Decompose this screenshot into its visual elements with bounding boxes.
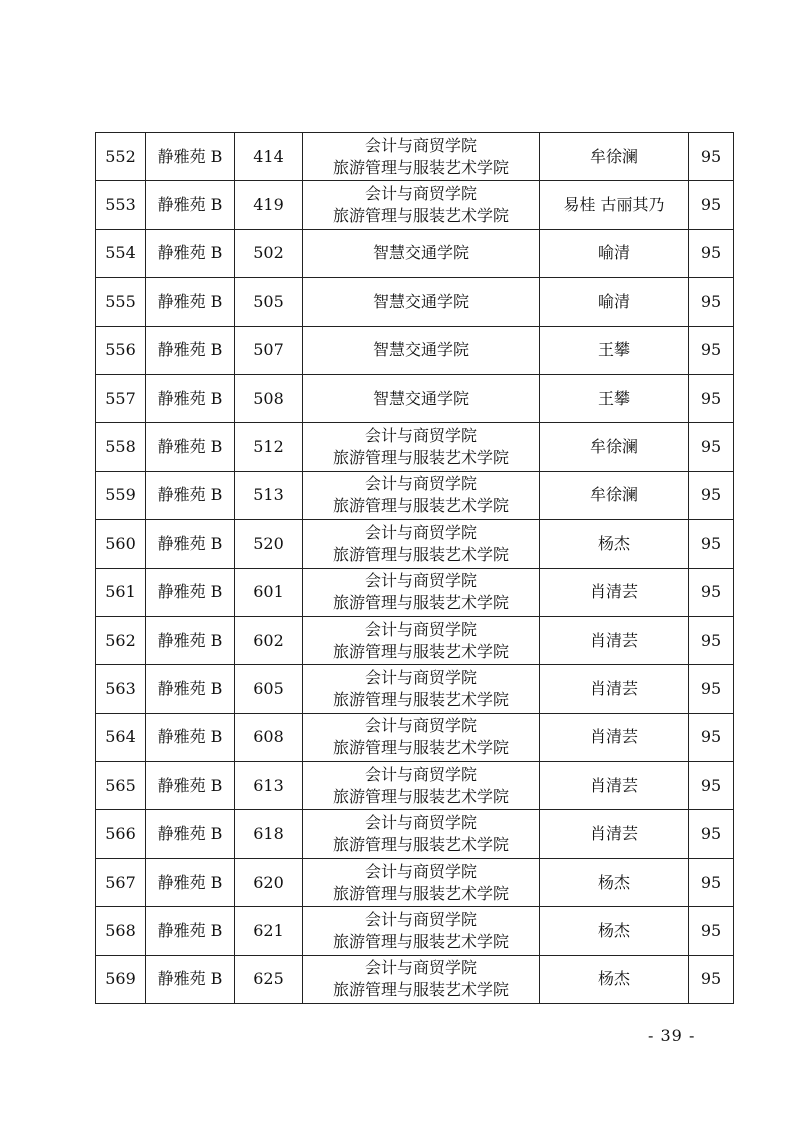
table-row — [96, 665, 734, 713]
score-cell: 95 — [689, 278, 734, 326]
college-cell — [303, 858, 540, 906]
inspector-name-cell: 肖清芸 — [540, 616, 689, 664]
building-cell: 静雅苑 B — [146, 762, 235, 810]
college-cell — [303, 907, 540, 955]
score-cell: 95 — [689, 374, 734, 422]
college-line: 智慧交通学院 — [372, 243, 469, 263]
college-cell — [303, 471, 540, 519]
table-row — [96, 278, 734, 326]
college-line: 会计与商贸学院 — [364, 619, 477, 639]
inspector-name-cell: 牟徐澜 — [540, 133, 689, 181]
building-cell: 静雅苑 B — [146, 568, 235, 616]
college-line: 旅游管理与服装艺术学院 — [332, 883, 509, 903]
row-number-cell: 556 — [96, 326, 146, 374]
table-row — [96, 133, 734, 181]
college-line: 会计与商贸学院 — [364, 426, 477, 446]
room-cell: 625 — [235, 955, 303, 1003]
inspector-name-cell: 肖清芸 — [540, 762, 689, 810]
room-cell: 601 — [235, 568, 303, 616]
row-number-cell: 564 — [96, 713, 146, 761]
building-cell: 静雅苑 B — [146, 278, 235, 326]
row-number-cell: 552 — [96, 133, 146, 181]
college-line: 会计与商贸学院 — [364, 813, 477, 833]
room-cell: 602 — [235, 616, 303, 664]
page-number: - 39 - — [648, 1026, 696, 1045]
table-row — [96, 568, 734, 616]
score-cell: 95 — [689, 810, 734, 858]
college-cell — [303, 423, 540, 471]
row-number-cell: 559 — [96, 471, 146, 519]
inspector-name-cell: 杨杰 — [540, 955, 689, 1003]
score-cell: 95 — [689, 133, 734, 181]
college-cell — [303, 810, 540, 858]
table-row — [96, 326, 734, 374]
room-cell: 613 — [235, 762, 303, 810]
table-row — [96, 181, 734, 229]
college-cell — [303, 713, 540, 761]
college-line: 会计与商贸学院 — [364, 861, 477, 881]
college-line: 智慧交通学院 — [372, 340, 469, 360]
building-cell: 静雅苑 B — [146, 955, 235, 1003]
table-row — [96, 520, 734, 568]
inspector-name-cell: 喻清 — [540, 229, 689, 277]
college-cell — [303, 520, 540, 568]
row-number-cell: 558 — [96, 423, 146, 471]
building-cell: 静雅苑 B — [146, 326, 235, 374]
college-line: 旅游管理与服装艺术学院 — [332, 544, 509, 564]
row-number-cell: 563 — [96, 665, 146, 713]
row-number-cell: 555 — [96, 278, 146, 326]
building-cell: 静雅苑 B — [146, 471, 235, 519]
college-line: 会计与商贸学院 — [364, 135, 477, 155]
college-line: 会计与商贸学院 — [364, 474, 477, 494]
room-cell: 507 — [235, 326, 303, 374]
room-cell: 419 — [235, 181, 303, 229]
table-row — [96, 423, 734, 471]
score-cell: 95 — [689, 568, 734, 616]
building-cell: 静雅苑 B — [146, 423, 235, 471]
score-cell: 95 — [689, 665, 734, 713]
college-cell — [303, 133, 540, 181]
college-line: 会计与商贸学院 — [364, 909, 477, 929]
row-number-cell: 560 — [96, 520, 146, 568]
table-row — [96, 713, 734, 761]
row-number-cell: 561 — [96, 568, 146, 616]
score-cell: 95 — [689, 907, 734, 955]
table-row — [96, 955, 734, 1003]
row-number-cell: 569 — [96, 955, 146, 1003]
inspector-name-cell: 杨杰 — [540, 858, 689, 906]
building-cell: 静雅苑 B — [146, 713, 235, 761]
college-line: 旅游管理与服装艺术学院 — [332, 593, 509, 613]
inspector-name-cell: 易桂 古丽其乃 — [540, 181, 689, 229]
college-cell — [303, 568, 540, 616]
score-cell: 95 — [689, 423, 734, 471]
building-cell: 静雅苑 B — [146, 374, 235, 422]
room-cell: 620 — [235, 858, 303, 906]
college-line: 会计与商贸学院 — [364, 667, 477, 687]
college-cell — [303, 278, 540, 326]
score-cell: 95 — [689, 520, 734, 568]
table-row — [96, 616, 734, 664]
table-row — [96, 374, 734, 422]
table-row — [96, 229, 734, 277]
college-line: 会计与商贸学院 — [364, 571, 477, 591]
college-cell — [303, 762, 540, 810]
building-cell: 静雅苑 B — [146, 616, 235, 664]
inspector-name-cell: 肖清芸 — [540, 665, 689, 713]
row-number-cell: 562 — [96, 616, 146, 664]
room-cell: 512 — [235, 423, 303, 471]
score-cell: 95 — [689, 955, 734, 1003]
college-line: 会计与商贸学院 — [364, 522, 477, 542]
college-line: 会计与商贸学院 — [364, 764, 477, 784]
college-line: 智慧交通学院 — [372, 388, 469, 408]
building-cell: 静雅苑 B — [146, 520, 235, 568]
college-line: 会计与商贸学院 — [364, 716, 477, 736]
college-line: 智慧交通学院 — [372, 291, 469, 311]
room-cell: 618 — [235, 810, 303, 858]
row-number-cell: 557 — [96, 374, 146, 422]
inspector-name-cell: 杨杰 — [540, 520, 689, 568]
inspector-name-cell: 牟徐澜 — [540, 423, 689, 471]
inspector-name-cell: 肖清芸 — [540, 568, 689, 616]
room-cell: 621 — [235, 907, 303, 955]
college-line: 旅游管理与服装艺术学院 — [332, 496, 509, 516]
inspector-name-cell: 王攀 — [540, 326, 689, 374]
row-number-cell: 565 — [96, 762, 146, 810]
room-cell: 508 — [235, 374, 303, 422]
college-line: 旅游管理与服装艺术学院 — [332, 157, 509, 177]
score-cell: 95 — [689, 181, 734, 229]
college-cell — [303, 616, 540, 664]
college-line: 会计与商贸学院 — [364, 184, 477, 204]
dormitory-score-table — [95, 132, 734, 1004]
room-cell: 513 — [235, 471, 303, 519]
building-cell: 静雅苑 B — [146, 810, 235, 858]
building-cell: 静雅苑 B — [146, 133, 235, 181]
room-cell: 605 — [235, 665, 303, 713]
score-cell: 95 — [689, 616, 734, 664]
row-number-cell: 566 — [96, 810, 146, 858]
building-cell: 静雅苑 B — [146, 665, 235, 713]
room-cell: 505 — [235, 278, 303, 326]
row-number-cell: 553 — [96, 181, 146, 229]
college-cell — [303, 665, 540, 713]
college-cell — [303, 181, 540, 229]
building-cell: 静雅苑 B — [146, 858, 235, 906]
table-row — [96, 762, 734, 810]
inspector-name-cell: 肖清芸 — [540, 810, 689, 858]
inspector-name-cell: 杨杰 — [540, 907, 689, 955]
score-cell: 95 — [689, 326, 734, 374]
inspector-name-cell: 喻清 — [540, 278, 689, 326]
inspector-name-cell: 牟徐澜 — [540, 471, 689, 519]
college-line: 旅游管理与服装艺术学院 — [332, 980, 509, 1000]
college-line: 旅游管理与服装艺术学院 — [332, 931, 509, 951]
row-number-cell: 554 — [96, 229, 146, 277]
room-cell: 414 — [235, 133, 303, 181]
college-cell — [303, 374, 540, 422]
room-cell: 608 — [235, 713, 303, 761]
college-cell — [303, 229, 540, 277]
room-cell: 520 — [235, 520, 303, 568]
college-line: 旅游管理与服装艺术学院 — [332, 786, 509, 806]
college-cell — [303, 955, 540, 1003]
score-cell: 95 — [689, 471, 734, 519]
row-number-cell: 568 — [96, 907, 146, 955]
score-cell: 95 — [689, 762, 734, 810]
building-cell: 静雅苑 B — [146, 907, 235, 955]
college-cell — [303, 326, 540, 374]
inspector-name-cell: 王攀 — [540, 374, 689, 422]
table-row — [96, 471, 734, 519]
building-cell: 静雅苑 B — [146, 229, 235, 277]
score-cell: 95 — [689, 713, 734, 761]
college-line: 会计与商贸学院 — [364, 958, 477, 978]
college-line: 旅游管理与服装艺术学院 — [332, 835, 509, 855]
table-row — [96, 810, 734, 858]
room-cell: 502 — [235, 229, 303, 277]
inspector-name-cell: 肖清芸 — [540, 713, 689, 761]
college-line: 旅游管理与服装艺术学院 — [332, 206, 509, 226]
score-cell: 95 — [689, 229, 734, 277]
table-row — [96, 907, 734, 955]
college-line: 旅游管理与服装艺术学院 — [332, 641, 509, 661]
table-body — [96, 133, 734, 1004]
building-cell: 静雅苑 B — [146, 181, 235, 229]
row-number-cell: 567 — [96, 858, 146, 906]
college-line: 旅游管理与服装艺术学院 — [332, 689, 509, 709]
college-line: 旅游管理与服装艺术学院 — [332, 738, 509, 758]
college-line: 旅游管理与服装艺术学院 — [332, 448, 509, 468]
score-cell: 95 — [689, 858, 734, 906]
table-row — [96, 858, 734, 906]
